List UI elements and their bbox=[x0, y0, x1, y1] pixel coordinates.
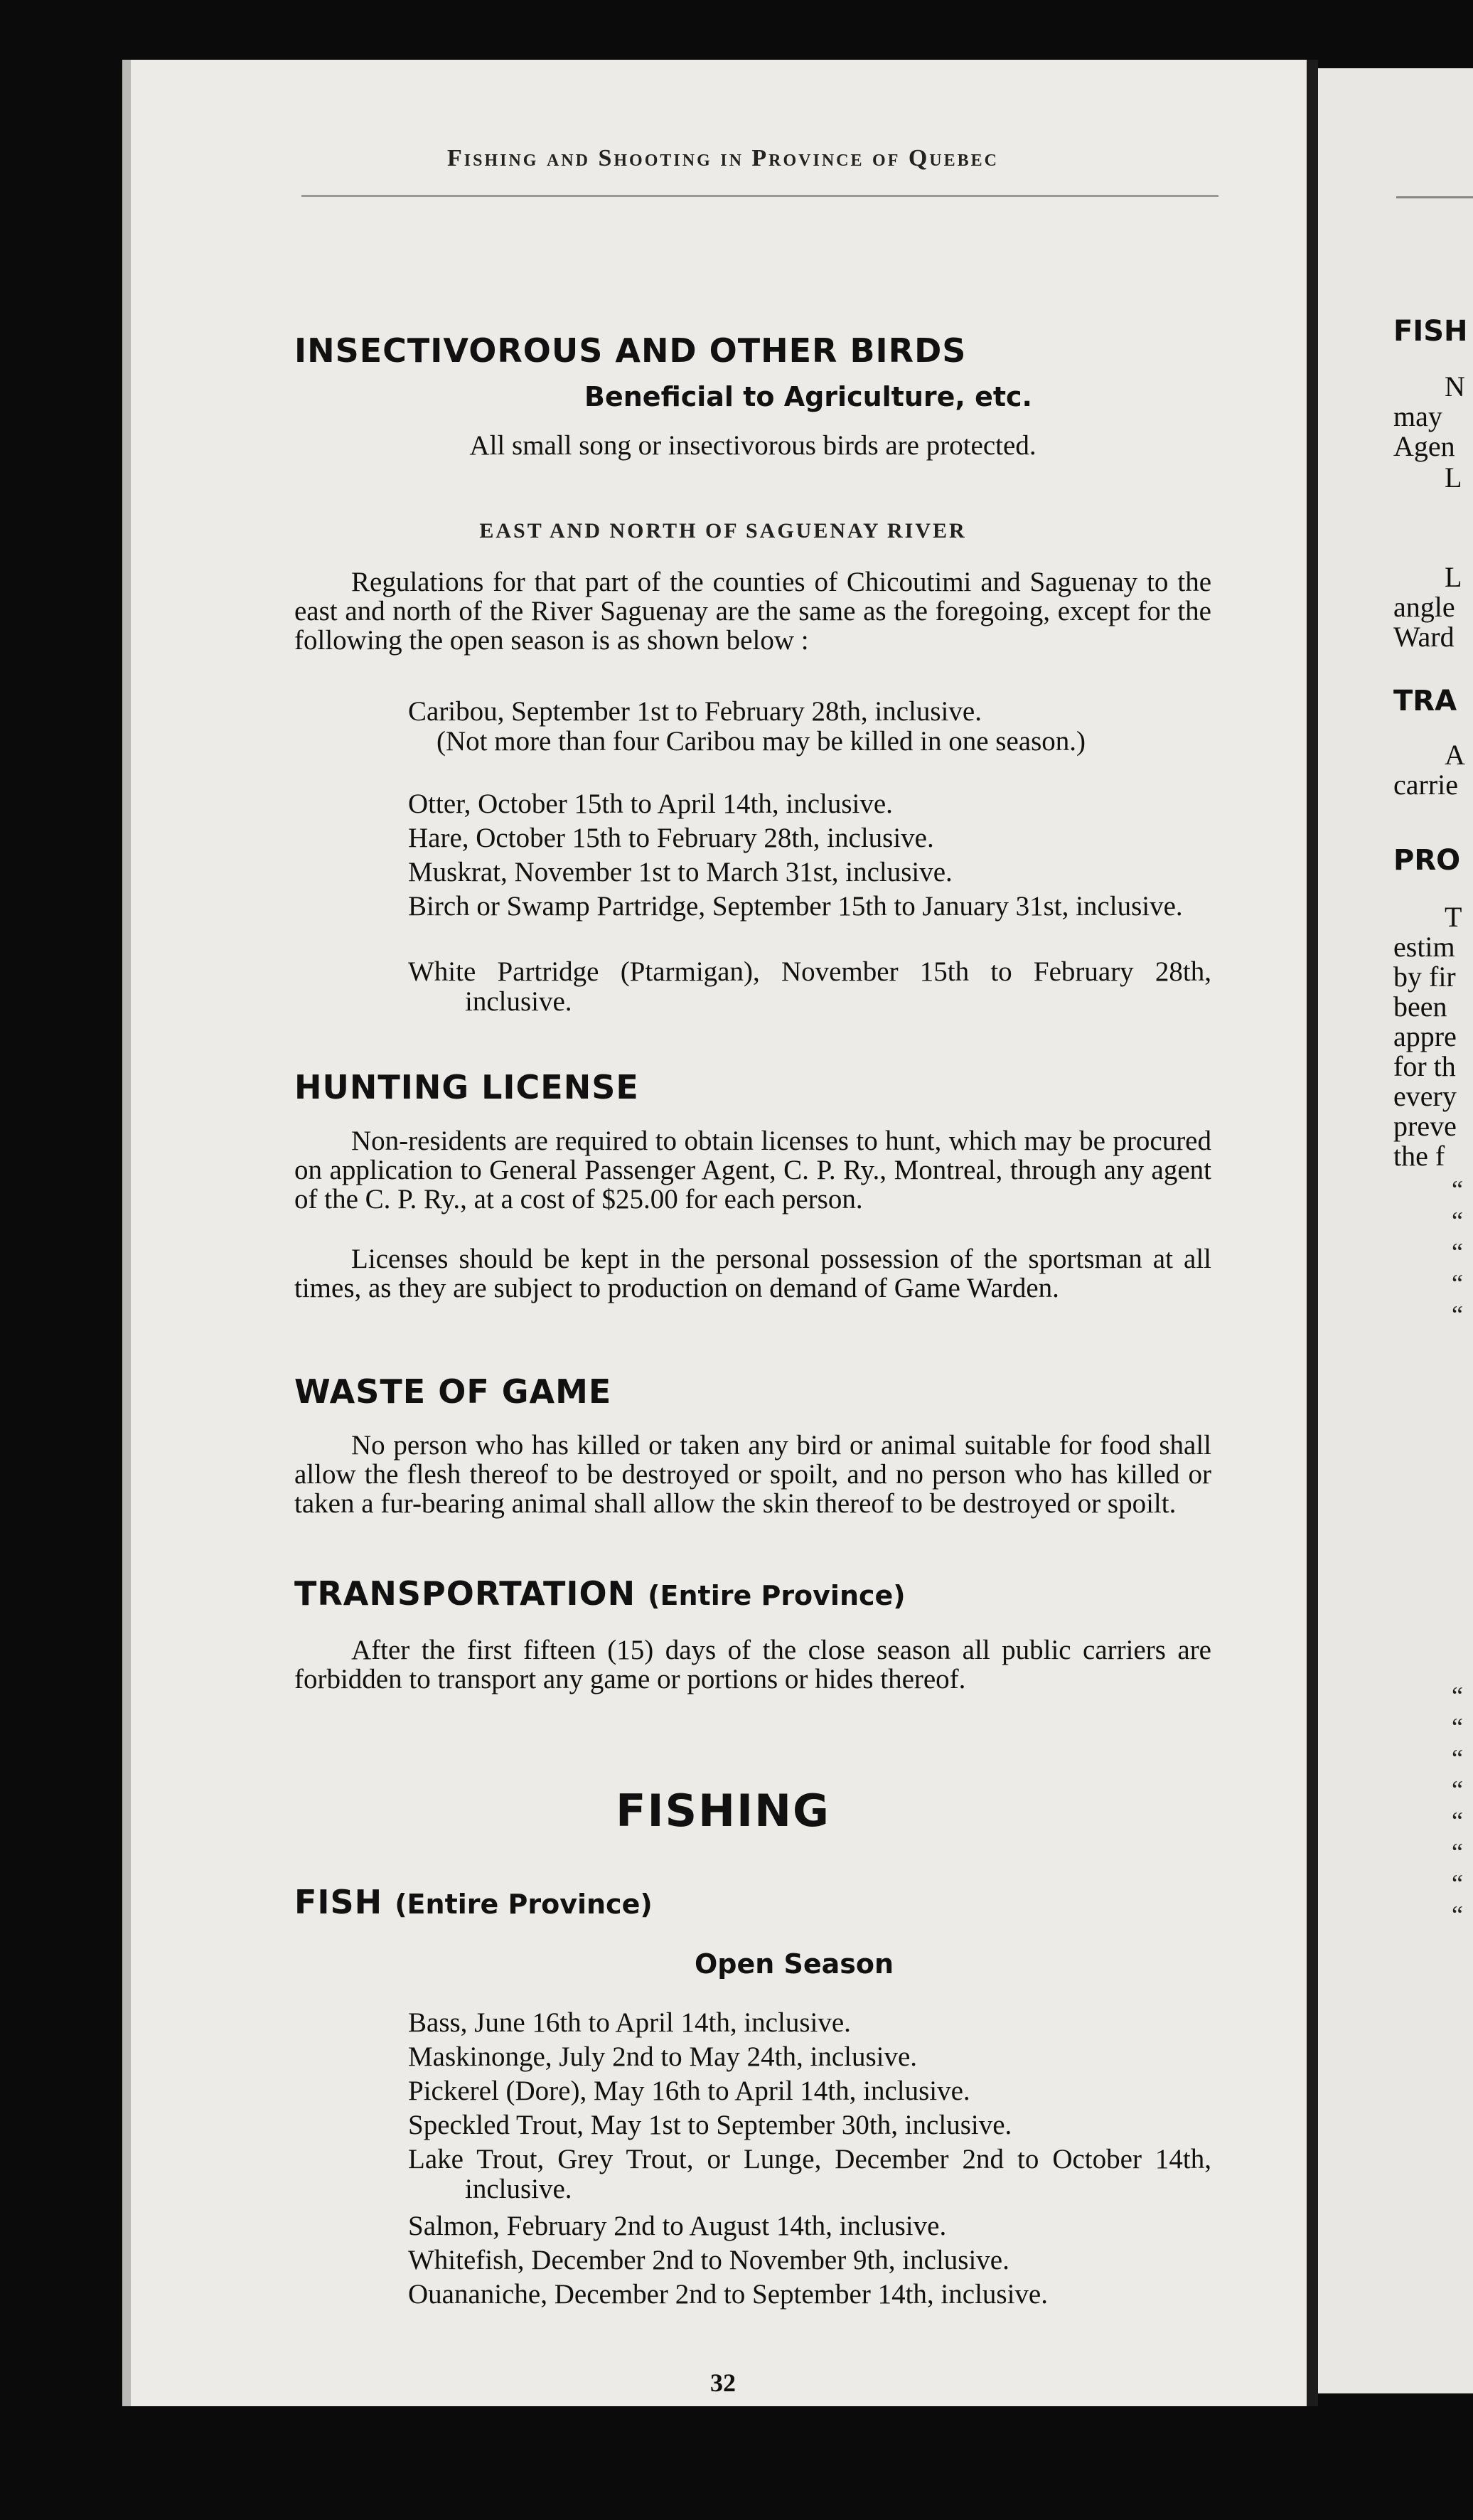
adjacent-line: FISH bbox=[1393, 315, 1468, 348]
birds-title: INSECTIVOROUS AND OTHER BIRDS bbox=[294, 331, 967, 370]
adjacent-header-rule bbox=[1396, 196, 1473, 198]
page-number: 32 bbox=[710, 2369, 736, 2397]
transportation-title-text: TRANSPORTATION bbox=[294, 1574, 636, 1613]
quote-mark: “ bbox=[1452, 1175, 1463, 1204]
adjacent-line: angle bbox=[1393, 591, 1455, 623]
quote-mark: “ bbox=[1452, 1301, 1463, 1329]
adjacent-line: TRA bbox=[1393, 685, 1457, 717]
saguenay-entry: Otter, October 15th to April 14th, inclusive. bbox=[408, 789, 893, 819]
adjacent-line: Ward bbox=[1393, 621, 1455, 653]
fish-qualifier: (Entire Province) bbox=[395, 1889, 653, 1920]
hunting-license-p2: Licenses should be kept in the personal possession of the sportsman at all times, as they are subject to production on demand of Game Warden. bbox=[294, 1244, 1211, 1303]
quote-mark: “ bbox=[1452, 1207, 1463, 1235]
adjacent-line: the f bbox=[1393, 1140, 1445, 1172]
fish-entry: Ouananiche, December 2nd to September 14th, inclusive. bbox=[408, 2279, 1048, 2310]
adjacent-line: by fir bbox=[1393, 961, 1456, 993]
fishing-title: FISHING bbox=[616, 1785, 830, 1837]
saguenay-intro: Regulations for that part of the counties of Chicoutimi and Saguenay to the east and north of the River Saguenay are the same as the foregoing, except for the following the open season is as shown below : bbox=[294, 567, 1211, 656]
adjacent-line: L bbox=[1445, 461, 1462, 493]
hunting-license-title: HUNTING LICENSE bbox=[294, 1068, 639, 1106]
running-head: Fishing and Shooting in Province of Quebec bbox=[447, 145, 999, 171]
quote-mark: “ bbox=[1452, 1269, 1463, 1298]
waste-title: WASTE OF GAME bbox=[294, 1372, 612, 1411]
adjacent-line: estim bbox=[1393, 931, 1455, 963]
saguenay-entry: Caribou, September 1st to February 28th, inclusive. bbox=[408, 696, 982, 727]
fish-entry: Bass, June 16th to April 14th, inclusive. bbox=[408, 2007, 851, 2038]
birds-subtitle: Beneficial to Agriculture, etc. bbox=[584, 381, 1032, 412]
adjacent-line: been bbox=[1393, 991, 1447, 1023]
adjacent-line: A bbox=[1445, 739, 1465, 771]
adjacent-line: T bbox=[1445, 901, 1462, 933]
hunting-license-p1: Non-residents are required to obtain licenses to hunt, which may be procured on application to General Passenger Agent, C. P. Ry., Montreal, through any agent of the C. P. Ry., at a cost of $25.00 for each person. bbox=[294, 1126, 1211, 1214]
adjacent-page bbox=[1318, 68, 1473, 2393]
saguenay-entry: Hare, October 15th to February 28th, inclusive. bbox=[408, 823, 934, 853]
fish-entry: Whitefish, December 2nd to November 9th, inclusive. bbox=[408, 2245, 1009, 2275]
page-content bbox=[131, 60, 1307, 2406]
saguenay-heading: EAST AND NORTH OF SAGUENAY RIVER bbox=[479, 519, 967, 543]
saguenay-entry: Muskrat, November 1st to March 31st, inclusive. bbox=[408, 857, 953, 887]
quote-mark: “ bbox=[1452, 1838, 1463, 1867]
quote-mark: “ bbox=[1452, 1776, 1463, 1804]
adjacent-line: appre bbox=[1393, 1020, 1457, 1052]
adjacent-line: every bbox=[1393, 1080, 1457, 1112]
adjacent-line: preve bbox=[1393, 1110, 1457, 1142]
adjacent-line: L bbox=[1445, 561, 1462, 593]
fish-entry: Speckled Trout, May 1st to September 30th, inclusive. bbox=[408, 2110, 1012, 2140]
transportation-qualifier: (Entire Province) bbox=[648, 1580, 906, 1611]
quote-mark: “ bbox=[1452, 1744, 1463, 1773]
quote-mark: “ bbox=[1452, 1901, 1463, 1929]
adjacent-line: may bbox=[1393, 400, 1442, 432]
adjacent-line: for th bbox=[1393, 1050, 1456, 1082]
saguenay-entry: White Partridge (Ptarmigan), November 15th to February 28th, inclusive. bbox=[408, 956, 1211, 1017]
book-gutter bbox=[1307, 60, 1318, 2406]
quote-mark: “ bbox=[1452, 1807, 1463, 1835]
adjacent-line: Agen bbox=[1393, 430, 1455, 462]
quote-mark: “ bbox=[1452, 1238, 1463, 1266]
fish-entry: Maskinonge, July 2nd to May 24th, inclusive. bbox=[408, 2041, 918, 2072]
quote-mark: “ bbox=[1452, 1713, 1463, 1741]
adjacent-line: carrie bbox=[1393, 769, 1459, 801]
fish-title bbox=[294, 1883, 653, 1921]
adjacent-line: N bbox=[1445, 370, 1465, 402]
fish-entry: Pickerel (Dore), May 16th to April 14th, inclusive. bbox=[408, 2076, 970, 2106]
waste-p1: No person who has killed or taken any bird or animal suitable for food shall allow the flesh thereof to be destroyed or spoilt, and no person who has killed or taken a fur-bearing animal shall allow the skin thereof to be destroyed or spoilt. bbox=[294, 1430, 1211, 1519]
book-page bbox=[122, 60, 1307, 2406]
quote-mark: “ bbox=[1452, 1682, 1463, 1710]
fish-title-text: FISH bbox=[294, 1883, 383, 1921]
birds-text: All small song or insectivorous birds are protected. bbox=[469, 430, 1037, 461]
transportation-title bbox=[294, 1574, 906, 1613]
transportation-p1: After the first fifteen (15) days of the close season all public carriers are forbidden to transport any game or portions or hides thereof. bbox=[294, 1635, 1211, 1694]
open-season-heading: Open Season bbox=[694, 1948, 894, 1980]
quote-mark: “ bbox=[1452, 1869, 1463, 1898]
fish-entry: Salmon, February 2nd to August 14th, inclusive. bbox=[408, 2211, 947, 2241]
saguenay-entry: Birch or Swamp Partridge, September 15th to January 31st, inclusive. bbox=[408, 891, 1183, 922]
adjacent-line: PRO bbox=[1393, 844, 1461, 877]
saguenay-note: (Not more than four Caribou may be killed in one season.) bbox=[436, 726, 1086, 757]
fish-entry: Lake Trout, Grey Trout, or Lunge, December 2nd to October 14th, inclusive. bbox=[408, 2144, 1211, 2204]
